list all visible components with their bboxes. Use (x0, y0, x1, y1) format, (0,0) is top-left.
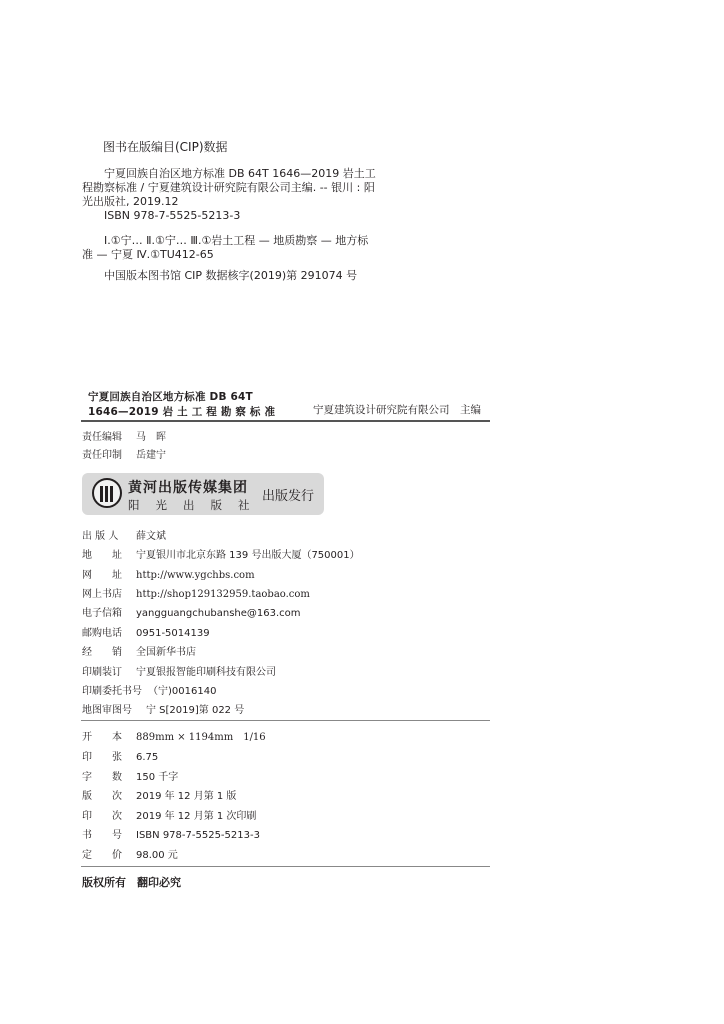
detail-label: 经 销 (82, 647, 122, 658)
specs-rule (81, 866, 490, 867)
book-title-line-1: 宁夏回族自治区地方标准 DB 64T (88, 391, 253, 403)
detail-row (82, 701, 244, 719)
staff-value: 岳建宁 (136, 450, 166, 461)
detail-label: 地图审图号 (82, 705, 132, 716)
title-rule (81, 420, 490, 422)
spec-value: 6.75 (136, 752, 159, 763)
spec-row (82, 728, 266, 746)
spec-label: 开 本 (82, 732, 122, 743)
detail-value: 0951-5014139 (136, 628, 210, 639)
spec-label: 版 次 (82, 791, 122, 802)
publisher-group-name: 黄河出版传媒集团 (128, 480, 248, 496)
spec-row (82, 787, 236, 805)
detail-value: http://www.ygchbs.com (136, 570, 255, 581)
spec-label: 印 张 (82, 752, 122, 763)
detail-row (82, 566, 255, 584)
spec-value: 150 千字 (136, 772, 179, 783)
detail-value: 宁夏银川市北京东路 139 号出版大厦（750001） (136, 550, 360, 561)
detail-label: 印刷装订 (82, 667, 122, 678)
detail-value: 宁夏银报智能印刷科技有限公司 (136, 667, 276, 678)
spec-row (82, 807, 256, 825)
spec-label: 书 号 (82, 830, 122, 841)
detail-row (82, 682, 216, 700)
detail-value: yangguangchubanshe@163.com (136, 608, 301, 619)
staff-row (82, 428, 166, 446)
detail-row (82, 624, 210, 642)
staff-row (82, 446, 166, 464)
detail-label: 电子信箱 (82, 608, 122, 619)
spec-value: 889mm × 1194mm 1/16 (136, 732, 266, 743)
detail-row (82, 643, 196, 661)
spec-row (82, 748, 158, 766)
spec-value: 98.00 元 (136, 850, 178, 861)
detail-label: 出 版 人 (82, 531, 119, 542)
details-rule (81, 720, 490, 721)
book-title-line-2: 1646—2019 岩 土 工 程 勘 察 标 准 (88, 406, 276, 418)
detail-value: 全国新华书店 (136, 647, 196, 658)
cip-entry: 宁夏回族自治区地方标准 DB 64T 1646—2019 岩土工程勘察标准 / 宁夏建筑设计研究院有限公司主编. -- 银川 : 阳光出版社, 2019.12 (82, 167, 376, 208)
detail-value: （宁)0016140 (148, 686, 217, 697)
detail-row (82, 585, 310, 603)
copyright-notice: 版权所有 翻印必究 (82, 876, 181, 889)
spec-value: 2019 年 12 月第 1 版 (136, 791, 237, 802)
cip-title: 图书在版编目(CIP)数据 (103, 140, 228, 154)
publisher-logo (82, 473, 324, 515)
cip-subjects: Ⅰ.①宁… Ⅱ.①宁… Ⅲ.①岩土工程 — 地质勘察 — 地方标准 — 宁夏 Ⅳ.①TU412-65 (82, 234, 369, 261)
spec-label: 定 价 (82, 850, 122, 861)
detail-label: 邮购电话 (82, 628, 122, 639)
detail-row (82, 546, 360, 564)
staff-label: 责任编辑 (82, 432, 122, 443)
spec-value: 2019 年 12 月第 1 次印刷 (136, 811, 257, 822)
detail-label: 地 址 (82, 550, 122, 561)
detail-row (82, 527, 166, 545)
spec-value: ISBN 978-7-5525-5213-3 (136, 830, 260, 841)
detail-label: 印刷委托书号 (82, 686, 142, 697)
detail-value: 宁 S[2019]第 022 号 (146, 705, 245, 716)
spec-row (82, 846, 178, 864)
cip-number: 中国版本图书馆 CIP 数据核字(2019)第 291074 号 (104, 269, 358, 282)
spec-row (82, 826, 260, 844)
publisher-press-name: 阳光出版社 (128, 498, 266, 512)
publisher-emblem-icon (92, 478, 122, 508)
book-editor: 宁夏建筑设计研究院有限公司 主编 (313, 404, 481, 416)
detail-row (82, 604, 301, 622)
staff-value: 马 晖 (136, 432, 166, 443)
spec-label: 印 次 (82, 811, 122, 822)
spec-label: 字 数 (82, 772, 122, 783)
detail-value: 薛文斌 (136, 531, 166, 542)
detail-value: http://shop129132959.taobao.com (136, 589, 310, 600)
detail-label: 网上书店 (82, 589, 122, 600)
staff-label: 责任印制 (82, 450, 122, 461)
cip-isbn: ISBN 978-7-5525-5213-3 (104, 209, 241, 222)
detail-label: 网 址 (82, 570, 122, 581)
spec-row (82, 768, 178, 786)
detail-row (82, 663, 276, 681)
publisher-action: 出版发行 (262, 489, 315, 504)
